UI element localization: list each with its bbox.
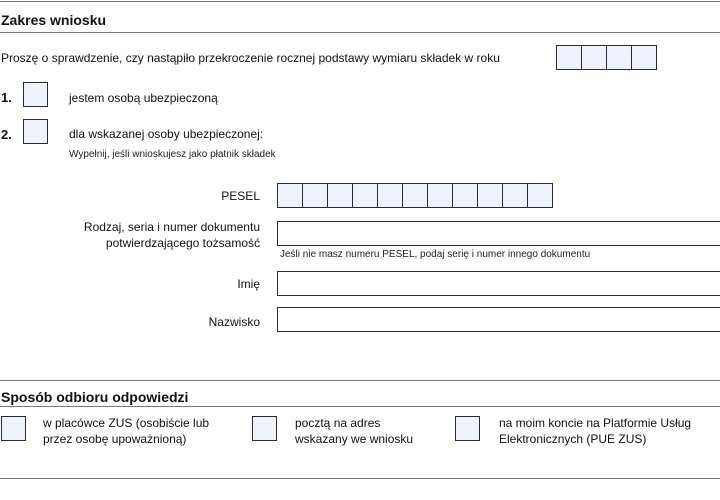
pesel-input[interactable]	[277, 183, 553, 208]
option-number-1: 1.	[1, 90, 12, 105]
pesel-digit-cell[interactable]	[277, 183, 303, 208]
scope-title-rule	[0, 32, 720, 33]
pesel-digit-cell[interactable]	[377, 183, 403, 208]
payer-hint: Wypełnij, jeśli wnioskujesz jako płatnik składek	[69, 149, 276, 160]
last-name-label: Nazwisko	[208, 315, 260, 329]
option-number-2: 2.	[1, 127, 12, 142]
delivery-post-line1: pocztą na adres	[295, 416, 381, 430]
document-label-line1: Rodzaj, seria i numer dokumentu	[83, 220, 260, 234]
insured-person-checkbox[interactable]	[23, 82, 48, 107]
year-input[interactable]	[556, 45, 657, 70]
check-question-text: Proszę o sprawdzenie, czy nastąpiło przekroczenie rocznej podstawy wymiaru składek w roku	[1, 51, 500, 65]
pesel-label: PESEL	[221, 189, 260, 203]
document-number-field[interactable]	[277, 221, 720, 246]
pesel-digit-cell[interactable]	[402, 183, 428, 208]
pesel-digit-cell[interactable]	[452, 183, 478, 208]
pesel-digit-cell[interactable]	[427, 183, 453, 208]
delivery-title-rule	[0, 406, 720, 407]
first-name-field[interactable]	[277, 271, 720, 296]
year-digit-cell[interactable]	[631, 45, 657, 70]
top-rule	[0, 1, 720, 2]
pesel-digit-cell[interactable]	[477, 183, 503, 208]
delivery-post-checkbox[interactable]	[252, 416, 277, 441]
delivery-pue-account-checkbox[interactable]	[455, 416, 480, 441]
delivery-zus-office-line2: przez osobę upoważnioną)	[43, 432, 187, 446]
delivery-zus-office-checkbox[interactable]	[1, 416, 26, 441]
pesel-digit-cell[interactable]	[327, 183, 353, 208]
delivery-pue-line2: Elektronicznych (PUE ZUS)	[499, 432, 647, 446]
insured-person-label: jestem osobą ubezpieczoną	[69, 91, 218, 105]
year-digit-cell[interactable]	[606, 45, 632, 70]
pesel-digit-cell[interactable]	[302, 183, 328, 208]
delivery-zus-office-line1: w placówce ZUS (osobiście lub	[43, 416, 210, 430]
document-hint: Jeśli nie masz numeru PESEL, podaj serię i numer innego dokumentu	[280, 249, 591, 260]
pesel-digit-cell[interactable]	[527, 183, 553, 208]
year-digit-cell[interactable]	[581, 45, 607, 70]
delivery-top-rule	[0, 380, 720, 381]
bottom-rule	[0, 478, 720, 479]
pesel-digit-cell[interactable]	[352, 183, 378, 208]
delivery-pue-line1: na moim koncie na Platformie Usług	[499, 416, 692, 430]
document-label-line2: potwierdzającego tożsamość	[105, 236, 260, 250]
year-digit-cell[interactable]	[556, 45, 582, 70]
section-title-delivery: Sposób odbioru odpowiedzi	[1, 389, 189, 405]
section-title-scope: Zakres wniosku	[1, 12, 107, 28]
delivery-post-line2: wskazany we wniosku	[295, 432, 414, 446]
designated-person-label: dla wskazanej osoby ubezpieczonej:	[69, 127, 264, 141]
designated-person-checkbox[interactable]	[23, 119, 48, 144]
first-name-label: Imię	[237, 277, 260, 291]
last-name-field[interactable]	[277, 307, 720, 332]
pesel-digit-cell[interactable]	[502, 183, 528, 208]
